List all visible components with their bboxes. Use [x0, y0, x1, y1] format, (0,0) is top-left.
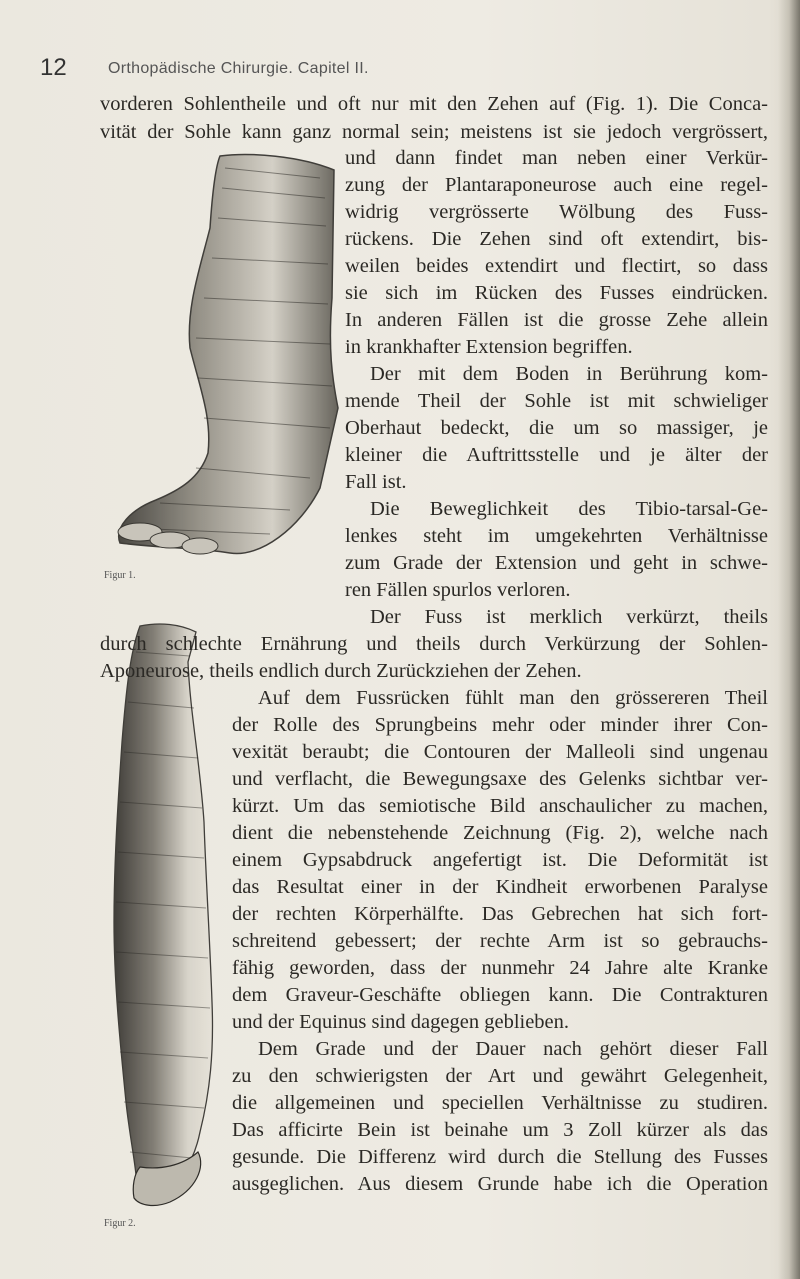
text-line: vexität beraubt; die Contouren der Malleoli sind ungenau	[232, 741, 768, 763]
text-line: zung der Plantaraponeurose auch eine regel-	[345, 174, 768, 196]
text-line: und der Equinus sind dagegen geblieben.	[232, 1011, 570, 1033]
text-line: weilen beides extendirt und flectirt, so dass	[345, 255, 768, 277]
text-line: einem Gypsabdruck angefertigt ist. Die Deformität ist	[232, 849, 768, 871]
text-line: und dann findet man neben einer Verkür-	[345, 147, 768, 169]
figure-1-caption: Figur 1.	[104, 570, 136, 581]
figure-1	[100, 148, 340, 568]
text-line: kürzt. Um das semiotische Bild anschaulicher zu machen,	[232, 795, 768, 817]
text-line: In anderen Fällen ist die grosse Zehe allein	[345, 309, 768, 331]
text-line: ausgeglichen. Aus diesem Grunde habe ich die Operation	[232, 1173, 768, 1195]
text-line: Aponeurose, theils endlich durch Zurückziehen der Zehen.	[100, 660, 582, 682]
page-edge-shadow	[778, 0, 800, 1279]
text-line: und verflacht, die Bewegungsaxe des Gelenks sichtbar ver-	[232, 768, 768, 790]
text-line: zum Grade der Extension und geht in schwe-	[345, 552, 768, 574]
text-line: Die Beweglichkeit des Tibio-tarsal-Ge-	[370, 498, 768, 520]
leg-illustration-2	[100, 622, 230, 1208]
text-line: widrig vergrösserte Wölbung des Fuss-	[345, 201, 768, 223]
text-line: fähig geworden, dass der nunmehr 24 Jahre alte Kranke	[232, 957, 768, 979]
text-line: schreitend gebessert; der rechte Arm ist so gebrauchs-	[232, 930, 768, 952]
text-line: Dem Grade und der Dauer nach gehört dieser Fall	[258, 1038, 768, 1060]
text-line: lenkes steht im umgekehrten Verhältnisse	[345, 525, 768, 547]
page-number: 12	[40, 54, 67, 81]
text-line: das Resultat einer in der Kindheit erworbenen Paralyse	[232, 876, 768, 898]
text-line: Fall ist.	[345, 471, 407, 493]
text-line: rückens. Die Zehen sind oft extendirt, bis-	[345, 228, 768, 250]
text-line: zu den schwierigsten der Art und gewährt Gelegenheit,	[232, 1065, 768, 1087]
foot-illustration-1	[100, 148, 340, 568]
text-line: dient die nebenstehende Zeichnung (Fig. 2), welche nach	[232, 822, 768, 844]
text-line: der Rolle des Sprungbeins mehr oder minder ihrer Con-	[232, 714, 768, 736]
figure-2	[100, 622, 230, 1208]
text-line: dem Graveur-Geschäfte obliegen kann. Die Contrakturen	[232, 984, 768, 1006]
text-line: vität der Sohle kann ganz normal sein; meistens ist sie jedoch vergrössert,	[100, 121, 768, 143]
text-line: Der mit dem Boden in Berührung kom-	[370, 363, 768, 385]
text-line: Das afficirte Bein ist beinahe um 3 Zoll kürzer als das	[232, 1119, 768, 1141]
text-line: kleiner die Auftrittsstelle und je älter der	[345, 444, 768, 466]
text-line: ren Fällen spurlos verloren.	[345, 579, 571, 601]
text-line: Oberhaut bedeckt, die um so massiger, je	[345, 417, 768, 439]
page-header	[40, 54, 740, 88]
text-line: mende Theil der Sohle ist mit schwieliger	[345, 390, 768, 412]
text-line: gesunde. Die Differenz wird durch die Stellung des Fusses	[232, 1146, 768, 1168]
text-line: durch schlechte Ernährung und theils durch Verkürzung der Sohlen-	[100, 633, 768, 655]
text-line: Der Fuss ist merklich verkürzt, theils	[370, 606, 768, 628]
text-line: vorderen Sohlentheile und oft nur mit den Zehen auf (Fig. 1). Die Conca-	[100, 93, 768, 115]
text-line: Auf dem Fussrücken fühlt man den grössereren Theil	[258, 687, 768, 709]
text-line: in krankhafter Extension begriffen.	[345, 336, 633, 358]
figure-2-caption: Figur 2.	[104, 1218, 136, 1229]
text-line: der rechten Körperhälfte. Das Gebrechen hat sich fort-	[232, 903, 768, 925]
text-line: sie sich im Rücken des Fusses eindrücken.	[345, 282, 768, 304]
text-line: die allgemeinen und speciellen Verhältnisse zu studiren.	[232, 1092, 768, 1114]
running-title: Orthopädische Chirurgie. Capitel II.	[108, 60, 369, 77]
